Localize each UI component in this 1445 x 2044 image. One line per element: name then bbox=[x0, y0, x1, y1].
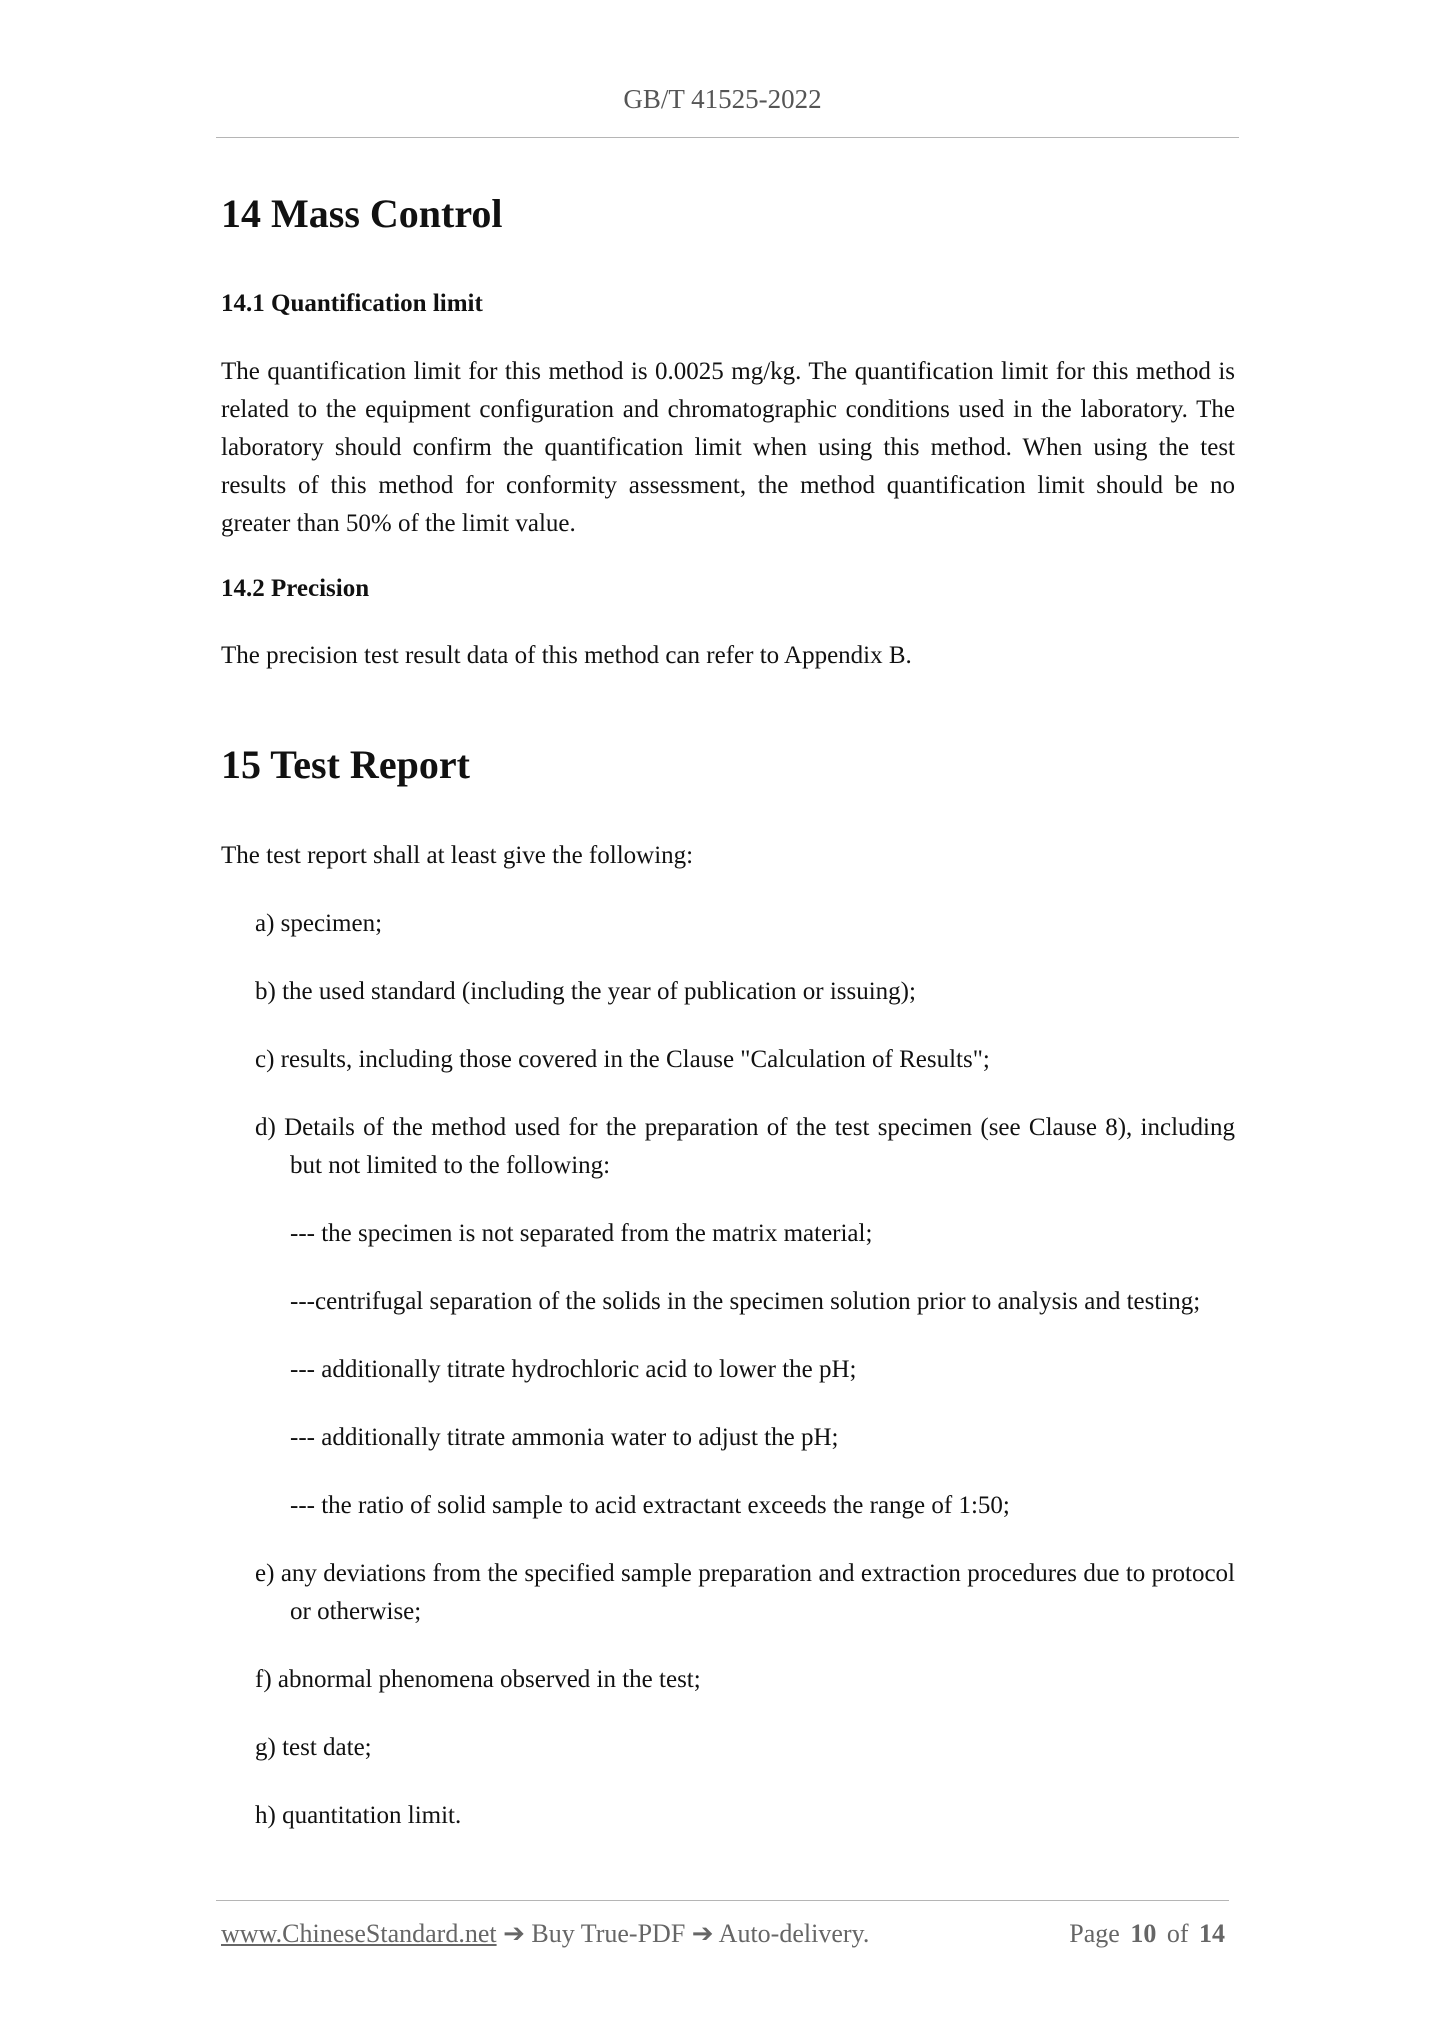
sub-item-2: ---centrifugal separation of the solids in the specimen solution prior to analysis and testing; bbox=[290, 1288, 1201, 1315]
sub-item-3: --- additionally titrate hydrochloric acid to lower the pH; bbox=[290, 1356, 857, 1383]
list-item-e: e) any deviations from the specified sample preparation and extraction procedures due to protocol or otherwise; bbox=[255, 1560, 1235, 1625]
list-item-d bbox=[255, 1109, 1235, 1525]
page-current: 10 bbox=[1130, 1919, 1157, 1948]
page-content bbox=[221, 190, 1235, 1865]
section-title-14: 14 Mass Control bbox=[221, 191, 503, 236]
sub-item-5: --- the ratio of solid sample to acid extractant exceeds the range of 1:50; bbox=[290, 1492, 1010, 1519]
subsection-title-14-2: 14.2 Precision bbox=[221, 574, 370, 602]
paragraph-test-report-intro: The test report shall at least give the following: bbox=[221, 842, 694, 869]
header-divider bbox=[216, 137, 1239, 138]
list-item-a: a) specimen; bbox=[255, 910, 383, 937]
footer-promo bbox=[221, 1919, 869, 1949]
arrow-right-icon: ➔ bbox=[503, 1919, 525, 1948]
buy-true-pdf-text: Buy True-PDF bbox=[531, 1919, 686, 1948]
sub-item-4: --- additionally titrate ammonia water to adjust the pH; bbox=[290, 1424, 839, 1451]
list-item-f: f) abnormal phenomena observed in the test; bbox=[255, 1666, 701, 1693]
list-item-h: h) quantitation limit. bbox=[255, 1802, 462, 1829]
page-number bbox=[1069, 1919, 1225, 1949]
section-title-15: 15 Test Report bbox=[221, 742, 470, 787]
page-total: 14 bbox=[1199, 1919, 1225, 1948]
sub-item-1: --- the specimen is not separated from the matrix material; bbox=[290, 1220, 873, 1247]
document-header: GB/T 41525-2022 bbox=[623, 84, 822, 114]
page-of-label: of bbox=[1166, 1919, 1189, 1948]
page-label: Page bbox=[1069, 1919, 1120, 1948]
subsection-title-14-1: 14.1 Quantification limit bbox=[221, 290, 483, 317]
footer-divider bbox=[216, 1900, 1229, 1901]
list-item-d-sublist bbox=[290, 1215, 1235, 1525]
arrow-right-icon: ➔ bbox=[691, 1919, 714, 1948]
auto-delivery-text: Auto-delivery. bbox=[718, 1919, 870, 1948]
paragraph-quantification-limit: The quantification limit for this method is 0.0025 mg/kg. The quantification limit for this method is related to the equipment configuration and chromatographic conditions used in the laboratory. The laboratory should confirm the quantification limit when using this method. When using the test results of this method for conformity assessment, the method quantification limit should be no greater than 50% of the limit value. bbox=[221, 357, 1235, 537]
test-report-list bbox=[221, 905, 1235, 1835]
paragraph-precision: The precision test result data of this method can refer to Appendix B. bbox=[221, 642, 912, 669]
list-item-c: c) results, including those covered in the Clause "Calculation of Results"; bbox=[255, 1046, 990, 1073]
list-item-b: b) the used standard (including the year of publication or issuing); bbox=[255, 978, 916, 1005]
list-item-g: g) test date; bbox=[255, 1734, 372, 1761]
website-link[interactable]: www.ChineseStandard.net bbox=[221, 1919, 497, 1948]
list-item-d-text: d) Details of the method used for the preparation of the test specimen (see Clause 8), including but not limited to the following: bbox=[255, 1114, 1235, 1179]
